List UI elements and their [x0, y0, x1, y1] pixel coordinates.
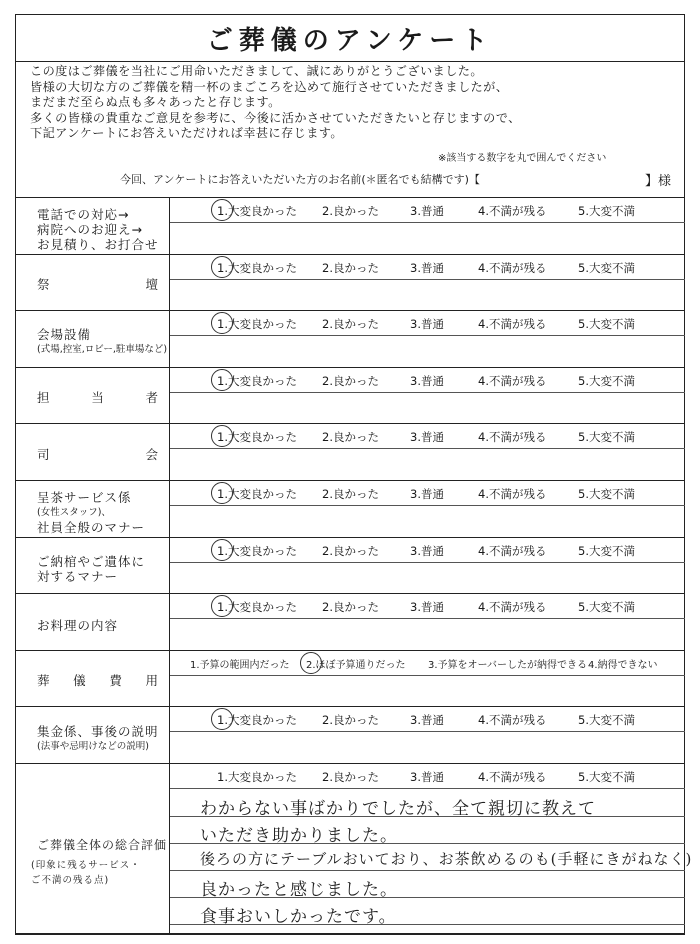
answer-option-1[interactable]: 1.大変良かった — [217, 769, 297, 784]
answer-option-3[interactable]: 3.普通 — [410, 373, 444, 388]
intro-line: 多くの皆様の貴重なご意見を参考に、今後に活かさせていただきたいと存じますので、 — [30, 110, 521, 125]
question-char: 祭 — [37, 276, 51, 292]
question-char: 者 — [145, 390, 159, 406]
question-subtitle: (法事や忌明けなどの説明) — [37, 740, 149, 752]
answer-option-3[interactable]: 3.予算をオーバーしたが納得できる — [428, 659, 588, 671]
survey-table — [15, 197, 693, 935]
answer-option-2[interactable]: 2.良かった — [322, 317, 379, 332]
answer-option-3[interactable]: 3.普通 — [410, 204, 444, 218]
name-suffix: 】様 — [645, 174, 672, 189]
answer-option-1[interactable]: 1.大変良かった — [217, 204, 297, 218]
answer-option-3[interactable]: 3.普通 — [410, 486, 444, 501]
answer-option-1[interactable]: 1.大変良かった — [217, 600, 297, 615]
selected-circle — [211, 595, 233, 617]
answer-option-2[interactable]: 2.良かった — [322, 769, 379, 784]
question-label — [15, 368, 170, 424]
question-label — [15, 255, 170, 311]
handwritten-comment: 後ろの方にテーブルおいており、お茶飲めるのも(手軽にきがねなく) — [200, 849, 693, 868]
name-prompt: 今回、アンケートにお答えいただいた方のお名前(＊匿名でも結構です)【 — [120, 173, 480, 186]
question-label — [15, 538, 170, 594]
question-title: 集金係、事後の説明 — [37, 723, 159, 739]
handwritten-comment: 食事おいしかったです。 — [200, 906, 397, 927]
answer-options — [170, 764, 685, 789]
answer-option-3[interactable]: 3.普通 — [410, 430, 444, 445]
answer-option-2[interactable]: 2.良かった — [322, 260, 379, 275]
handwritten-comment: いただき助かりました。 — [200, 825, 398, 846]
answer-option-1[interactable]: 1.大変良かった — [217, 713, 297, 728]
question-title: お見積り、お打合せ — [37, 236, 159, 252]
answer-options — [170, 594, 685, 619]
answer-option-4[interactable]: 4.不満が残る — [478, 317, 547, 332]
overall-label-text: ご葬儀全体の総合評価 — [37, 837, 168, 852]
answer-option-4[interactable]: 4.納得できない — [588, 659, 658, 671]
question-title: 対するマナー — [37, 568, 119, 584]
question-row — [15, 651, 685, 708]
handwritten-comment: 良かったと感じました。 — [200, 879, 398, 900]
answer-option-5[interactable]: 5.大変不満 — [578, 317, 635, 332]
answer-option-4[interactable]: 4.不満が残る — [478, 486, 547, 501]
answer-option-1[interactable]: 1.大変良かった — [217, 317, 297, 332]
question-title: 病院へのお迎え→ — [37, 221, 143, 237]
answer-option-1[interactable]: 1.大変良かった — [217, 543, 297, 558]
answer-option-4[interactable]: 4.不満が残る — [478, 600, 547, 615]
selected-circle — [300, 652, 322, 674]
question-title: ご納棺やご遺体に — [37, 553, 146, 569]
intro-line: まだまだ至らぬ点も多々あったと存じます。 — [30, 95, 281, 109]
selected-circle — [211, 199, 233, 221]
answer-options — [170, 707, 685, 732]
answer-options — [170, 311, 685, 336]
question-title — [37, 275, 159, 293]
question-label — [15, 198, 170, 254]
question-char: 費 — [109, 673, 123, 689]
question-label — [15, 481, 170, 537]
overall-label-text: ご不満の残る点) — [31, 874, 110, 886]
answer-options — [170, 368, 685, 393]
title-row — [16, 15, 684, 62]
answer-option-5[interactable]: 5.大変不満 — [578, 543, 635, 558]
answer-option-2[interactable]: 2.良かった — [322, 430, 379, 445]
answer-option-2[interactable]: 2.良かった — [322, 204, 379, 218]
answer-option-2[interactable]: 2.良かった — [322, 486, 379, 501]
question-row — [15, 424, 685, 481]
answer-option-1[interactable]: 1.大変良かった — [217, 430, 297, 445]
answer-option-4[interactable]: 4.不満が残る — [478, 373, 547, 388]
overall-row — [15, 764, 693, 935]
question-row — [15, 594, 685, 651]
question-row — [15, 538, 685, 595]
intro-line: この度はご葬儀を当社にご用命いただきまして、誠にありがとうございました。 — [30, 64, 483, 78]
answer-option-1[interactable]: 1.予算の範囲内だった — [190, 659, 290, 671]
question-row — [15, 481, 685, 538]
answer-option-4[interactable]: 4.不満が残る — [478, 430, 547, 445]
overall-label-text: (印象に残るサービス・ — [31, 859, 141, 871]
selected-circle — [211, 482, 233, 504]
overall-label — [15, 764, 170, 934]
question-char: 会 — [145, 446, 159, 462]
answer-option-4[interactable]: 4.不満が残る — [478, 543, 547, 558]
answer-option-4[interactable]: 4.不満が残る — [478, 204, 547, 218]
answer-option-2[interactable]: 2.良かった — [322, 373, 379, 388]
answer-option-5[interactable]: 5.大変不満 — [578, 769, 635, 784]
answer-option-3[interactable]: 3.普通 — [410, 713, 444, 728]
answer-options — [170, 424, 685, 449]
question-subtitle: (女性スタッフ)、 — [37, 506, 111, 518]
question-char: 用 — [145, 673, 159, 689]
instruction-note: ※該当する数字を丸で囲んでください — [438, 153, 607, 164]
question-char: 司 — [37, 446, 51, 462]
intro-line: 下記アンケートにお答えいただければ幸甚に存じます。 — [30, 126, 343, 140]
answer-option-5[interactable]: 5.大変不満 — [578, 430, 635, 445]
page-title: ご葬儀のアンケート — [206, 25, 494, 56]
selected-circle — [211, 369, 233, 391]
answer-option-2[interactable]: 2.良かった — [322, 600, 379, 615]
selected-circle — [211, 256, 233, 278]
question-title — [37, 388, 159, 406]
answer-option-5[interactable]: 5.大変不満 — [578, 486, 635, 501]
answer-options — [170, 481, 685, 506]
question-subtitle: (式場,控室,ロビー,駐車場など) — [37, 344, 168, 356]
answer-option-4[interactable]: 4.不満が残る — [478, 769, 547, 784]
question-label — [15, 424, 170, 480]
question-char: 担 — [37, 390, 51, 406]
question-row — [15, 255, 685, 312]
question-label — [15, 311, 170, 367]
selected-circle — [211, 539, 233, 561]
answer-option-3[interactable]: 3.普通 — [410, 769, 444, 784]
answer-options — [170, 255, 685, 280]
intro-line: 皆様の大切な方のご葬儀を精一杯のまごころを込めて施行させていただきましたが、 — [30, 79, 509, 94]
question-title: 社員全般のマナー — [37, 519, 146, 535]
answer-option-1[interactable]: 1.大変良かった — [217, 373, 297, 388]
question-row — [15, 707, 685, 764]
answer-options — [170, 651, 685, 676]
answer-option-3[interactable]: 3.普通 — [410, 317, 444, 332]
answer-option-5[interactable]: 5.大変不満 — [578, 713, 635, 728]
answer-option-5[interactable]: 5.大変不満 — [578, 600, 635, 615]
question-label — [15, 651, 170, 707]
answer-option-3[interactable]: 3.普通 — [410, 600, 444, 615]
question-row — [15, 198, 685, 255]
answer-options — [170, 198, 685, 223]
question-label — [15, 707, 170, 763]
answer-option-4[interactable]: 4.不満が残る — [478, 713, 547, 728]
answer-option-1[interactable]: 1.大変良かった — [217, 260, 297, 275]
answer-option-3[interactable]: 3.普通 — [410, 543, 444, 558]
answer-option-5[interactable]: 5.大変不満 — [578, 260, 635, 275]
answer-option-3[interactable]: 3.普通 — [410, 260, 444, 275]
question-title: 会場設備 — [37, 327, 92, 343]
answer-option-1[interactable]: 1.大変良かった — [217, 486, 297, 501]
question-row — [15, 368, 685, 425]
answer-option-2[interactable]: 2.良かった — [322, 543, 379, 558]
question-title: 電話での対応→ — [37, 206, 130, 222]
question-title: お料理の内容 — [37, 617, 119, 633]
question-char: 当 — [91, 390, 105, 406]
question-title — [37, 445, 159, 463]
handwritten-comment: わからない事ばかりでしたが、全て親切に教えて — [200, 798, 596, 819]
answer-option-5[interactable]: 5.大変不満 — [578, 373, 635, 388]
answer-option-5[interactable]: 5.大変不満 — [578, 204, 635, 218]
answer-option-2[interactable]: 2.良かった — [322, 713, 379, 728]
question-row — [15, 311, 685, 368]
answer-option-4[interactable]: 4.不満が残る — [478, 260, 547, 275]
question-title: 呈茶サービス係 — [37, 489, 132, 505]
question-label — [15, 594, 170, 650]
question-title — [37, 671, 159, 689]
question-char: 儀 — [73, 673, 87, 689]
question-char: 葬 — [37, 673, 51, 689]
question-char: 壇 — [145, 276, 159, 292]
answer-option-2[interactable]: 2.ほぼ予算通りだった — [306, 659, 406, 671]
comment-rule — [170, 870, 685, 871]
intro-text — [30, 64, 640, 142]
answer-options — [170, 538, 685, 563]
